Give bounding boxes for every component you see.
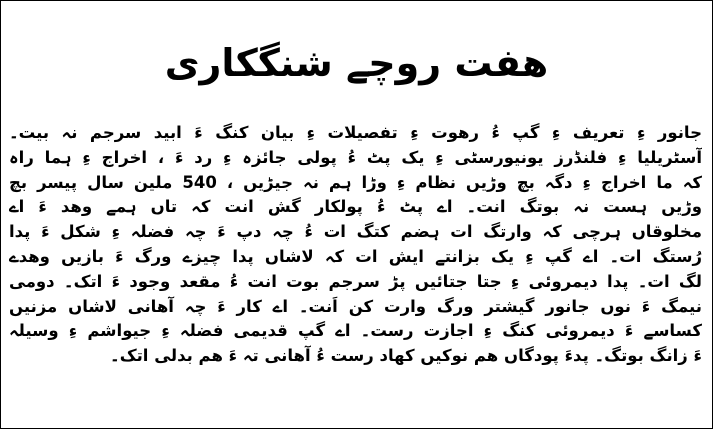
text-line: کساسے ءَ دیمروئی کنگ ءِ اجازت رست۔ اے گپ قدیمی فضلہ ءِ جیواشم ءِ وسیلہ [9, 321, 702, 341]
document-title: هفت روچے شنگکاری [164, 41, 549, 85]
text-line: وڑیں ہست نہ بوتگ انت۔ اے پٹ ءُ پولکار گش انت کہ تاں ہمے وھد ءَ اے [9, 197, 702, 217]
text-line: آسٹریلیا ءِ فلنڈرز یونیورسٹی ءِ یک پٹ ءُ پولی جائزہ ءِ رد ءَ ، اخراج ءِ ہما راہ [9, 147, 702, 167]
text-line: مخلوقاں ہرچی کہ وارتگ ات ہضم کتگ ات ءُ چہ دپ ءَ چہ فضلہ ءِ شکل ءَ پدا [9, 222, 702, 242]
text-line: رُستگ ات۔ اے گپ ءِ یک بزانتے ایش ات کہ لاشاں پدا چیزے ورگ ءَ بازیں وھدے [9, 246, 702, 266]
text-line: ءَ زانگ بوتگ۔ پدءَ پودگاں ھم نوکیں کھاد رست ءُ آھانی تہ ءَ ھم بدلی اتک۔ [110, 346, 702, 366]
text-line: نیمگ ءَ نوں جانور گیشتر ورگ وارت کن اَنت۔ اے کار ءَ چہ آھانی لاشاں مزنیں [9, 296, 702, 316]
text-line: کہ ما اخراج ءِ دگہ بچ وڑیں نظام ءِ وڑا ہم نہ جیڑیں ، 540 ملین سال پیسر بچ [9, 172, 702, 192]
document-body [9, 121, 702, 369]
text-line: جانور ءِ تعریف ءِ گپ ءُ رھوت ءِ تفصیلات ءِ بیان کنگ ءَ ابید سرجم نہ بیت۔ [9, 123, 702, 142]
text-line: لگ ات۔ پدا دیمروئی ءِ جتا جتائیں پڑ سرجم بوت انت ءُ مقعد وجود ءَ اتک۔ دومی [9, 271, 702, 291]
